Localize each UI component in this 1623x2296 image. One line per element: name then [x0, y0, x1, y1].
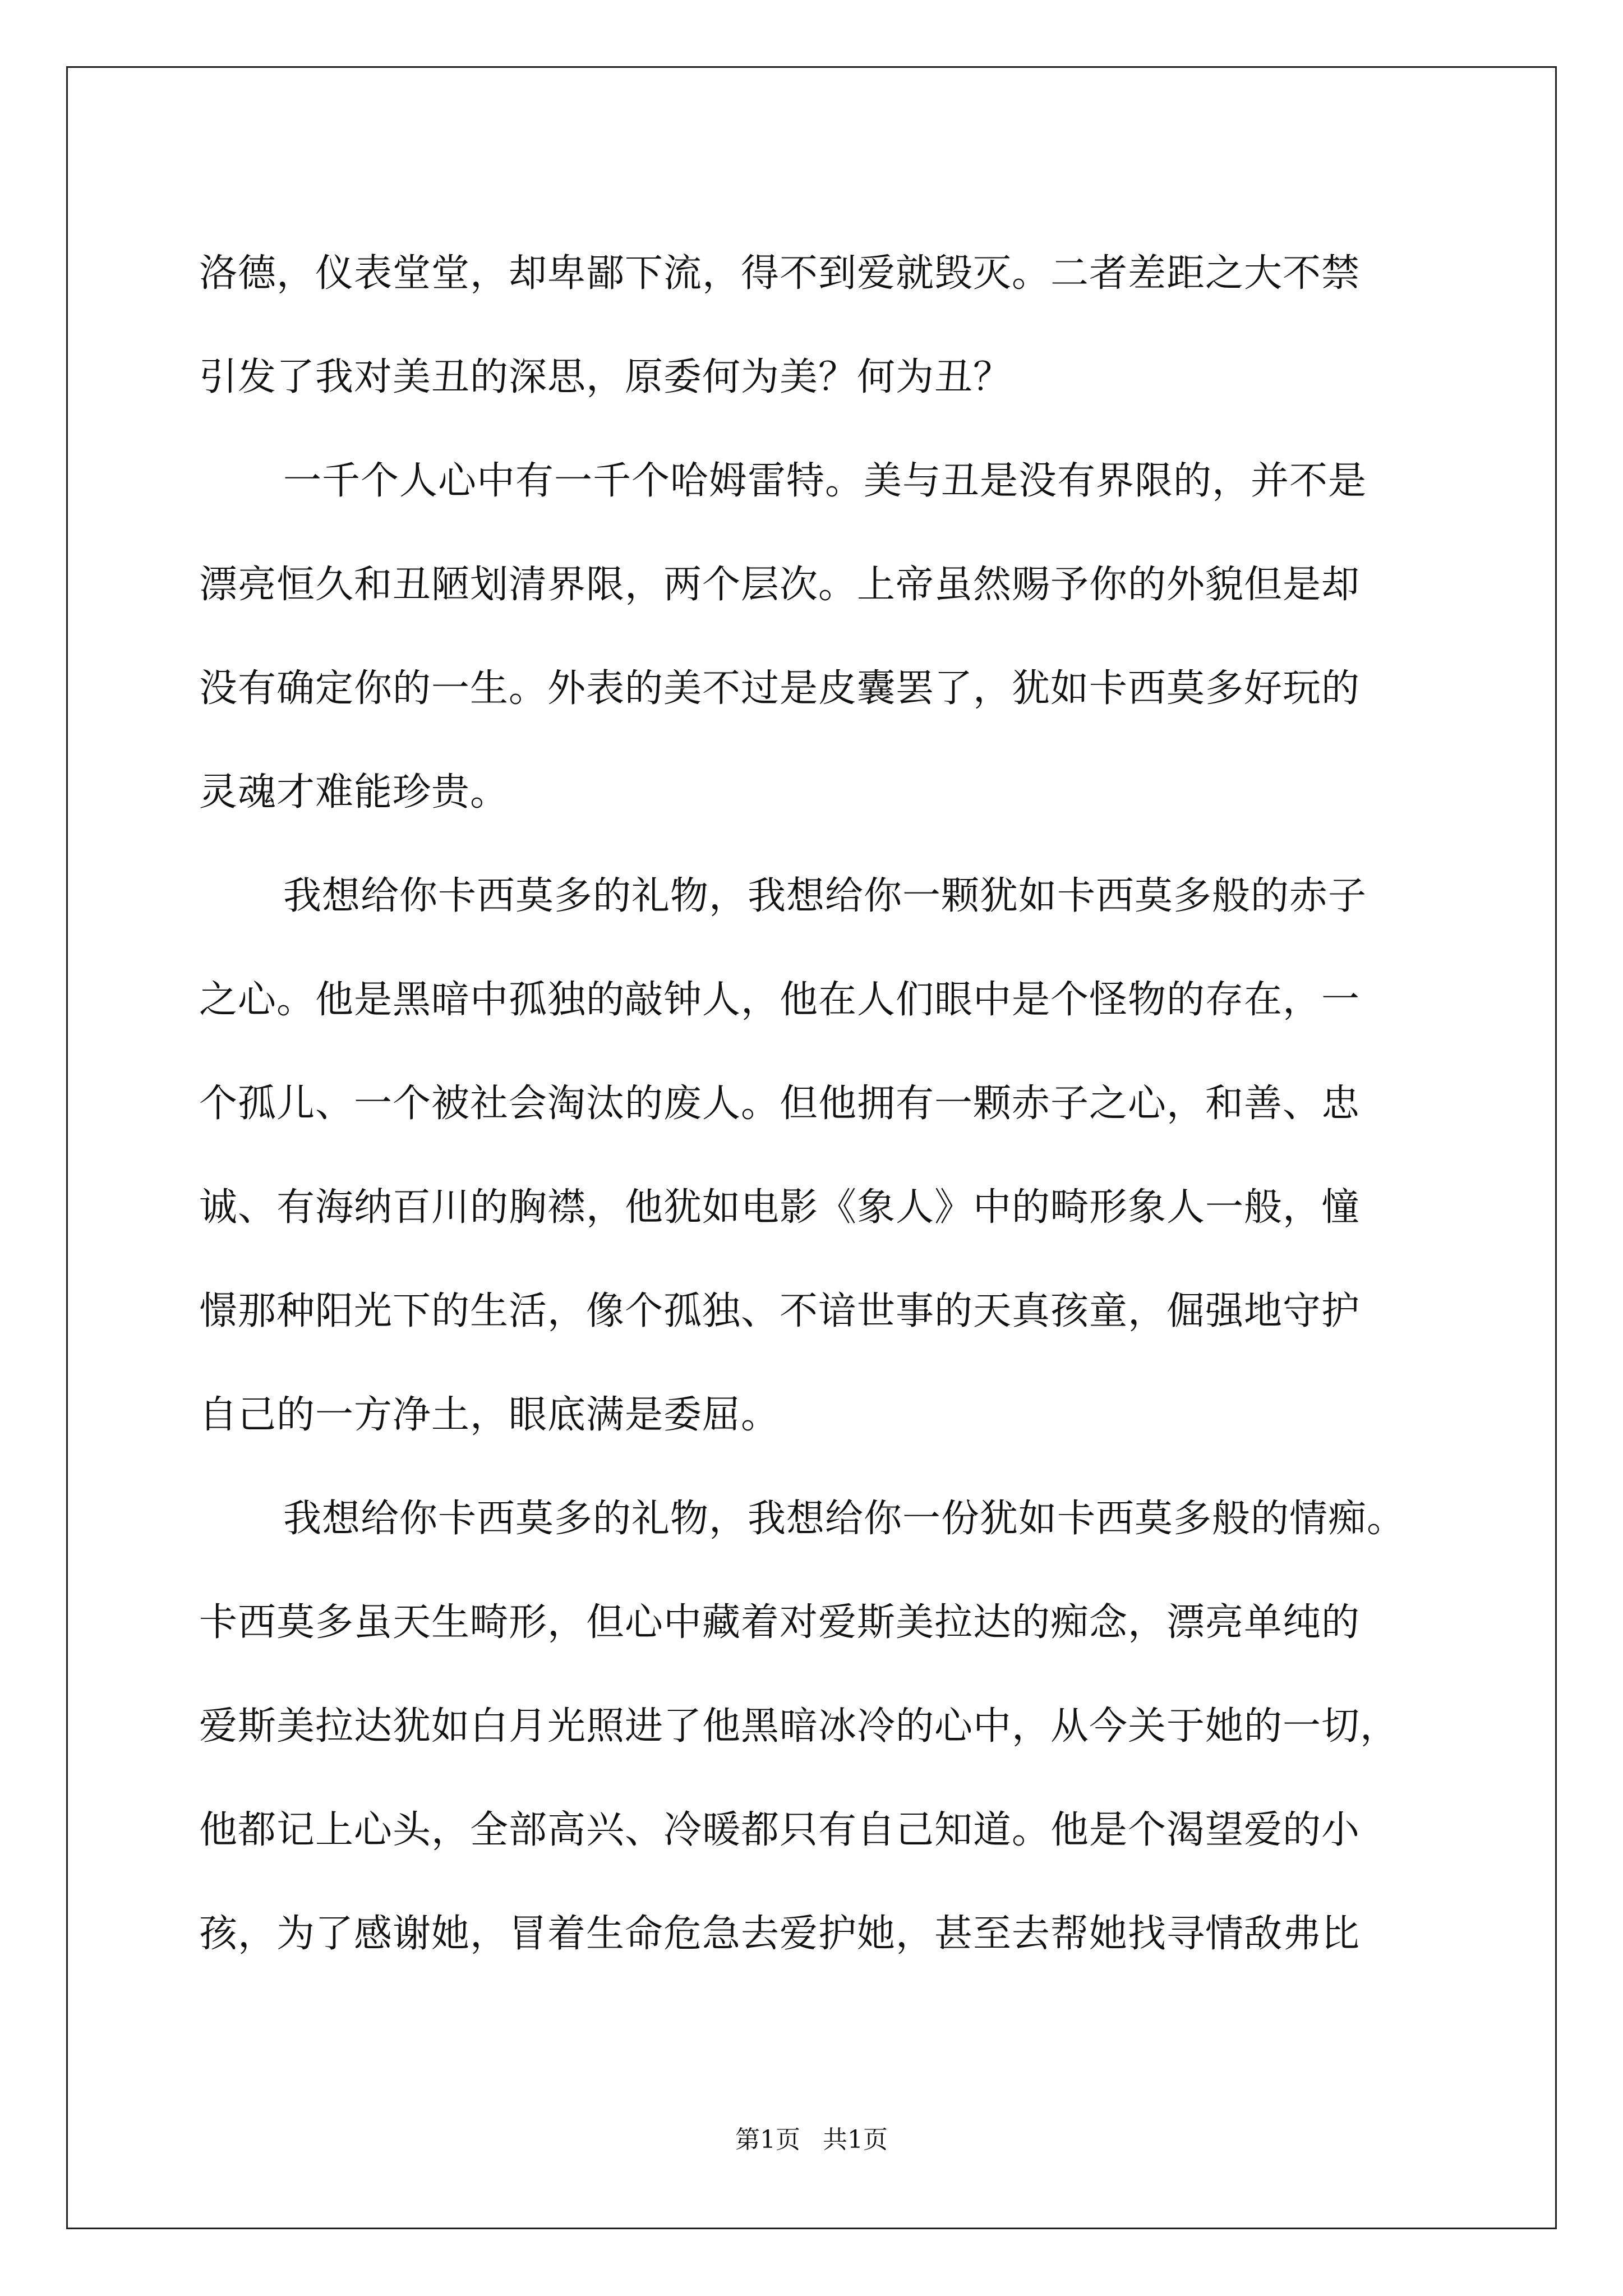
text-line: 诚、有海纳百川的胸襟，他犹如电影《象人》中的畸形象人一般，憧 [199, 1185, 1361, 1230]
text-line: 灵魂才难能珍贵。 [199, 770, 509, 815]
text-line: 个孤儿、一个被社会淘汰的废人。但他拥有一颗赤子之心，和善、忠 [199, 1082, 1361, 1126]
text-line: 引发了我对美丑的深思，原委何为美？何为丑？ [199, 355, 1012, 399]
text-line: 憬那种阳光下的生活，像个孤独、不谙世事的天真孩童，倔强地守护 [199, 1289, 1361, 1333]
text-line: 他都记上心头，全部高兴、冷暖都只有自己知道。他是个渴望爱的小 [199, 1808, 1361, 1852]
text-line: 我想给你卡西莫多的礼物，我想给你一份犹如卡西莫多般的情痴。 [283, 1497, 1406, 1541]
text-line: 漂亮恒久和丑陋划清界限，两个层次。上帝虽然赐予你的外貌但是却 [199, 563, 1361, 607]
document-body [199, 222, 1450, 1986]
text-line: 自己的一方净土，眼底满是委屈。 [199, 1393, 780, 1437]
text-line: 我想给你卡西莫多的礼物，我想给你一颗犹如卡西莫多般的赤子 [283, 874, 1367, 918]
paragraph-2 [199, 429, 1450, 844]
text-line: 爱斯美拉达犹如白月光照进了他黑暗冰冷的心中，从今关于她的一切， [199, 1704, 1399, 1749]
paragraph-1 [199, 222, 1450, 429]
text-line: 一千个人心中有一千个哈姆雷特。美与丑是没有界限的，并不是 [283, 459, 1367, 503]
text-line: 洛德，仪表堂堂，却卑鄙下流，得不到爱就毁灭。二者差距之大不禁 [199, 251, 1361, 296]
page-number: 第1页 [735, 2125, 800, 2154]
text-line: 孩，为了感谢她，冒着生命危急去爱护她，甚至去帮她找寻情敌弗比 [199, 1912, 1361, 1956]
text-line: 卡西莫多虽天生畸形，但心中藏着对爱斯美拉达的痴念，漂亮单纯的 [199, 1600, 1361, 1645]
paragraph-3 [199, 844, 1450, 1467]
paragraph-4 [199, 1467, 1450, 1986]
text-line: 没有确定你的一生。外表的美不过是皮囊罢了，犹如卡西莫多好玩的 [199, 666, 1361, 711]
page-total: 共1页 [823, 2125, 888, 2154]
page-footer [0, 2119, 1623, 2155]
text-line: 之心。他是黑暗中孤独的敲钟人，他在人们眼中是个怪物的存在，一 [199, 978, 1361, 1022]
